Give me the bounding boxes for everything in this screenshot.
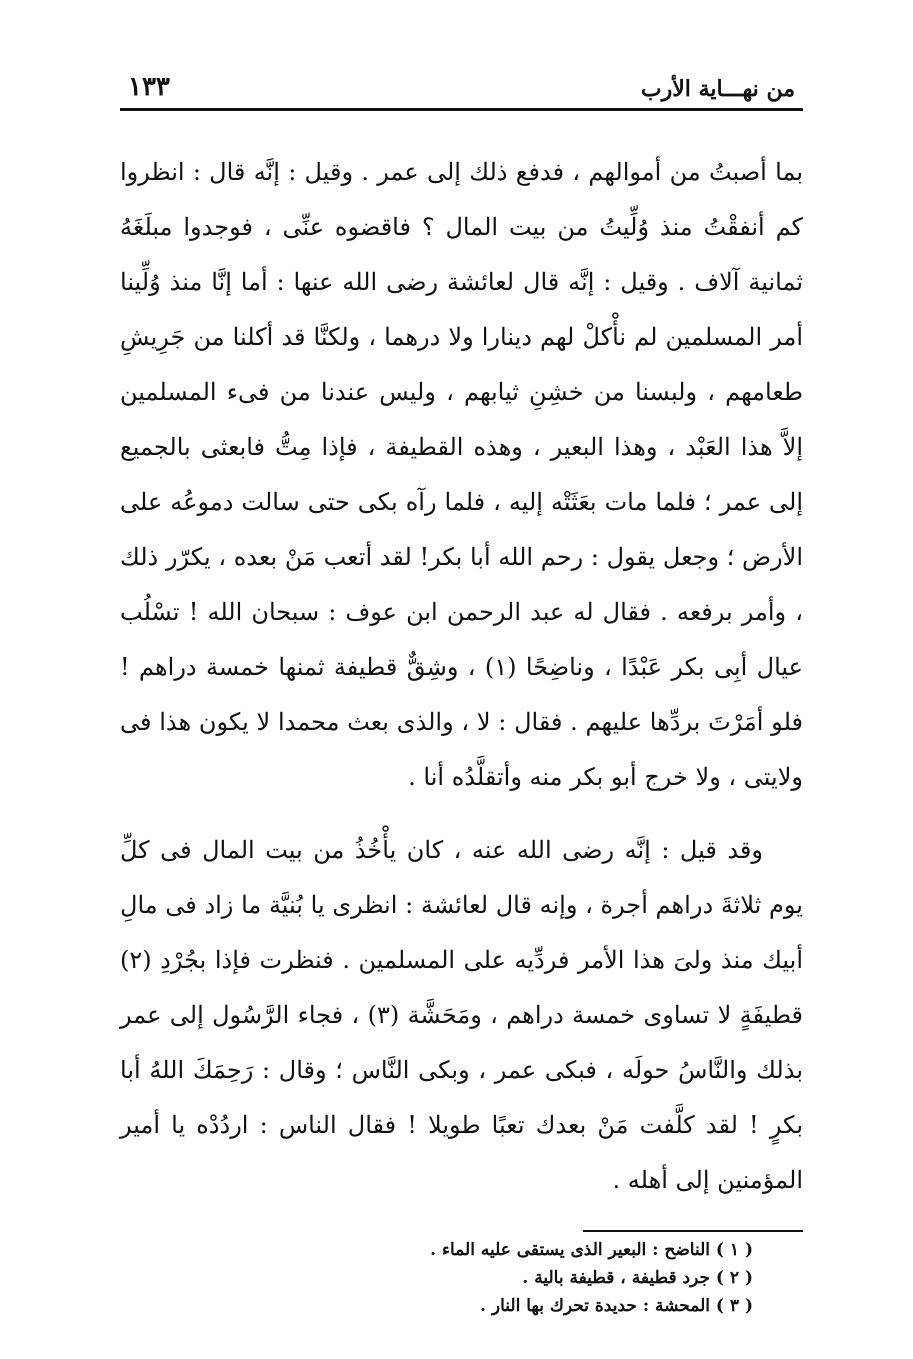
paragraph: وقد قيل : إنَّه رضى الله عنه ، كان يأْخُذُ من بيت المال فى كلِّ يوم ثلاثةَ دراهم أجرة ، وإنه قال لعائشة : انظرى يا بُنيَّة ما زاد فى مالِ أبيك منذ ولىَ هذا الأمر فردِّيه على المسلمين . فنظرت فإذا بجُرْدِ (٢) قطيفَةٍ لا تساوى خمسة دراهم ، ومَحَشَّة (٣) ، فجاء الرَّسُول إلى عمر بذلك والنَّاسُ حولَه ، فبكى عمر ، وبكى النَّاس ؛ وقال : رَحِمَكَ اللهُ أبا بكرٍ ! لقد كلَّفت مَنْ بعدك تعبًا طويلا ! فقال الناس : اردُدْه يا أمير المؤمنين إلى أهله . bbox=[120, 836, 803, 1194]
page-header bbox=[120, 62, 803, 102]
body-text bbox=[120, 145, 803, 1208]
running-title: من نهـــاية الأرب bbox=[640, 76, 795, 102]
paragraph: بما أصبتُ من أموالهم ، فدفع ذلك إلى عمر . وقيل : إنَّه قال : انظروا كم أنفقْتُ منذ وُلِّيتُ من بيت المال ؟ فاقضوه عنِّى ، فوجدوا مبلَغَهُ ثمانية آلاف . وقيل : إنَّه قال لعائشة رضى الله عنها : أما إنَّا منذ وُلِّينا أمر المسلمين لم نأْكلْ لهم دينارا ولا درهما ، ولكنَّا قد أكلنا من جَرِيشِ طعامهم ، ولبسنا من خشِنِ ثيابهم ، وليس عندنا من فىء المسلمين إلاَّ هذا العَبْد ، وهذا البعير ، وهذه القطيفة ، فإذا مِتُّ فابعثى بالجميع إلى عمر ؛ فلما مات بعَثَتْه إليه ، فلما رآه بكى حتى سالت دموعُه على الأرض ؛ وجعل يقول : رحم الله أبا بكر! لقد أتعب مَنْ بعده ، يكرّر ذلك ، وأمر برفعه . فقال له عبد الرحمن ابن عوف : سبحان الله ! تسْلُب عيال أبِى بكر عَبْدًا ، وناضِحًا (١) ، وشِقٌّ قطيفة ثمنها خمسة دراهم ! فلو أمَرْتَ بردِّها عليهم . فقال : لا ، والذى بعث محمدا لا يكون هذا فى ولايتى ، ولا خرج أبو بكر منه وأتقلَّدُه أنا . bbox=[120, 158, 804, 791]
footnote: ( ١ ) الناضح : البعير الذى يستقى عليه الماء . bbox=[430, 1240, 753, 1260]
footnote: ( ٣ ) المحشة : حديدة تحرك بها النار . bbox=[480, 1296, 753, 1316]
footnotes bbox=[120, 1240, 803, 1316]
header-rule bbox=[120, 108, 803, 111]
footnote-rule bbox=[583, 1230, 803, 1232]
footnote: ( ٢ ) جرد قطيفة ، قطيفة بالية . bbox=[522, 1268, 753, 1288]
page-number: ١٣٣ bbox=[128, 72, 170, 102]
